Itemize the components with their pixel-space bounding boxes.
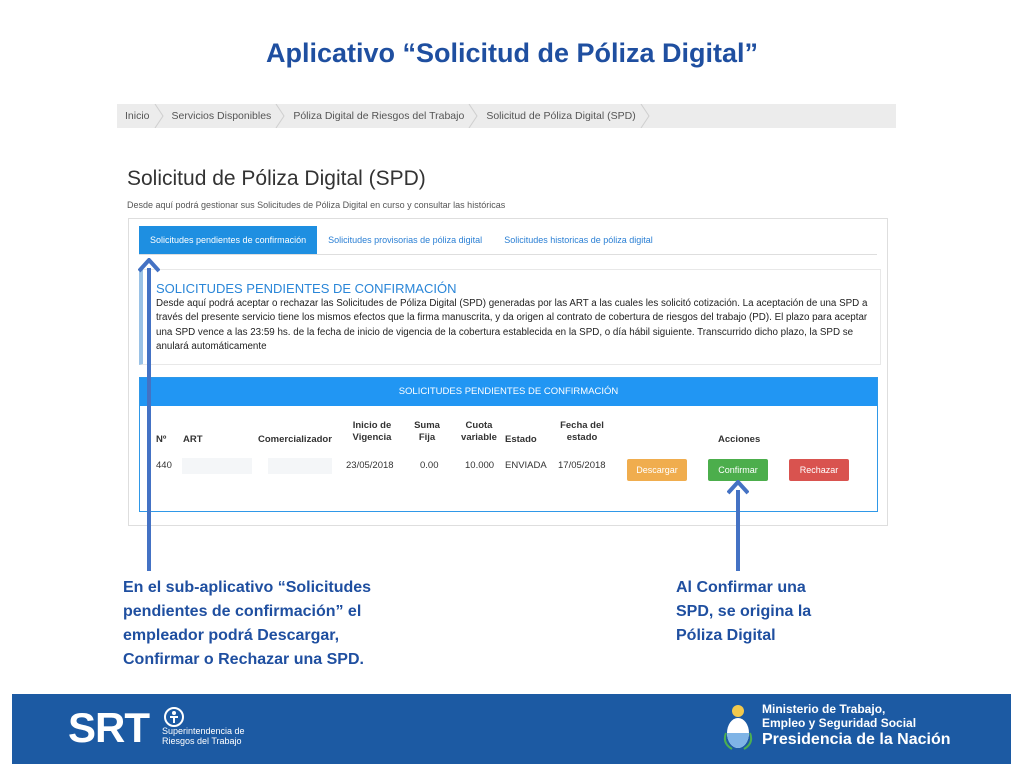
breadcrumb-item-spd[interactable] xyxy=(478,104,649,128)
col-header-suma-line2: Fija xyxy=(418,432,436,443)
tab-provisorias[interactable]: Solicitudes provisorias de póliza digital xyxy=(328,235,483,245)
right-note-line: Póliza Digital xyxy=(676,627,776,644)
row-suma: 0.00 xyxy=(420,460,439,471)
col-header-fecha-line1: Fecha del xyxy=(560,420,604,431)
page-title: Solicitud de Póliza Digital (SPD) xyxy=(127,167,426,190)
solicitudes-table xyxy=(139,377,878,512)
tab-historicas[interactable]: Solicitudes historicas de póliza digital xyxy=(504,235,653,245)
row-estado: ENVIADA xyxy=(505,460,547,471)
chevron-right-icon xyxy=(468,104,478,128)
col-header-inicio xyxy=(345,420,399,444)
redacted-comercializador xyxy=(268,458,332,474)
row-fecha: 17/05/2018 xyxy=(558,460,606,471)
col-header-art: ART xyxy=(183,434,203,445)
col-header-comercializador: Comercializador xyxy=(258,434,332,445)
presidency-line: Presidencia de la Nación xyxy=(762,731,951,748)
col-header-cuota-line1: Cuota xyxy=(465,420,493,431)
right-note xyxy=(676,576,811,648)
info-box xyxy=(139,269,881,365)
footer-bar xyxy=(12,694,1011,764)
page-subtitle: Desde aquí podrá gestionar sus Solicitudes de Póliza Digital en curso y consultar las históricas xyxy=(127,200,506,210)
col-header-acciones: Acciones xyxy=(718,434,761,445)
ministry-block xyxy=(762,702,951,750)
arrow-up-icon xyxy=(727,480,749,572)
srt-subtitle-line: Riesgos del Trabajo xyxy=(162,736,242,746)
col-header-suma-line1: Suma xyxy=(414,420,440,431)
col-header-estado: Estado xyxy=(505,434,537,445)
left-note-line: Confirmar o Rechazar una SPD. xyxy=(123,651,364,668)
row-cuota: 10.000 xyxy=(465,460,495,471)
right-note-line: Al Confirmar una xyxy=(676,579,806,596)
breadcrumb-item-inicio[interactable] xyxy=(117,104,164,128)
srt-logo: SRT xyxy=(68,704,149,751)
col-header-fecha xyxy=(554,420,610,444)
download-button[interactable]: Descargar xyxy=(627,459,687,481)
chevron-right-icon xyxy=(640,104,650,128)
srt-logo-icon xyxy=(163,706,185,728)
ministry-line: Ministerio de Trabajo, xyxy=(762,702,886,716)
arrow-up-icon xyxy=(138,258,160,572)
right-note-line: SPD, se origina la xyxy=(676,603,812,620)
col-header-suma xyxy=(409,420,445,444)
slide-title: Aplicativo “Solicitud de Póliza Digital” xyxy=(265,38,759,68)
col-header-fecha-line2: estado xyxy=(566,432,598,443)
info-title: SOLICITUDES PENDIENTES DE CONFIRMACIÓN xyxy=(156,281,457,296)
srt-subtitle xyxy=(162,726,245,746)
reject-button[interactable]: Rechazar xyxy=(789,459,849,481)
argentina-coat-of-arms-icon xyxy=(722,703,754,753)
col-header-cuota-line2: variable xyxy=(461,432,497,443)
breadcrumb-label: Póliza Digital de Riesgos del Trabajo xyxy=(293,110,465,122)
left-note xyxy=(123,576,371,672)
breadcrumb-label: Inicio xyxy=(125,110,150,122)
table-heading: SOLICITUDES PENDIENTES DE CONFIRMACIÓN xyxy=(140,378,877,406)
row-num: 440 xyxy=(156,460,172,471)
left-note-line: En el sub-aplicativo “Solicitudes xyxy=(123,579,372,596)
breadcrumb xyxy=(117,104,896,128)
left-note-line: empleador podrá Descargar, xyxy=(123,627,340,644)
col-header-inicio-line1: Inicio de xyxy=(352,420,392,431)
breadcrumb-item-poliza[interactable] xyxy=(285,104,478,128)
breadcrumb-item-servicios[interactable] xyxy=(164,104,286,128)
breadcrumb-label: Servicios Disponibles xyxy=(171,110,272,122)
left-note-line: pendientes de confirmación” el xyxy=(123,603,362,620)
info-text: Desde aquí podrá aceptar o rechazar las Solicitudes de Póliza Digital (SPD) generadas por las ART a las cuales les solicitó cotización. La aceptación de una SPD a través del presente servicio tiene los mismos efectos que la firma manuscrita, y da origen al contrato de cobertura de riesgos del trabajo (PD). El plazo para aceptar una SPD vence a las 23:59 hs. de la fecha de inicio de vigencia de la cobertura establecida en la SPD, o día hábil siguiente. Transcurrido dicho plazo, la SPD se anulará automáticamente xyxy=(156,298,868,352)
breadcrumb-label: Solicitud de Póliza Digital (SPD) xyxy=(486,110,636,122)
redacted-art xyxy=(182,458,252,474)
chevron-right-icon xyxy=(275,104,285,128)
confirm-button[interactable]: Confirmar xyxy=(708,459,768,481)
col-header-num: Nº xyxy=(156,434,167,445)
srt-subtitle-line: Superintendencia de xyxy=(162,726,245,736)
spd-panel xyxy=(128,218,888,526)
ministry-line: Empleo y Seguridad Social xyxy=(762,716,917,730)
tab-bar xyxy=(139,226,877,255)
chevron-right-icon xyxy=(154,104,164,128)
row-inicio: 23/05/2018 xyxy=(346,460,394,471)
col-header-inicio-line2: Vigencia xyxy=(352,432,392,443)
tab-pendientes[interactable]: Solicitudes pendientes de confirmación xyxy=(139,226,317,254)
col-header-cuota xyxy=(454,420,504,444)
